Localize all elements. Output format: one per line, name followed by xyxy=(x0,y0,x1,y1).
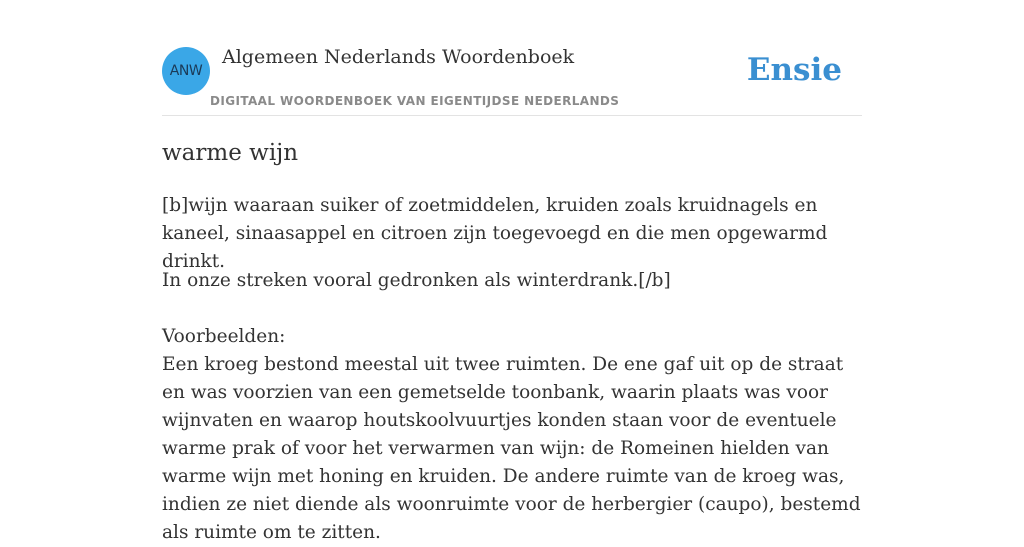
site-title[interactable]: Algemeen Nederlands Woordenboek xyxy=(222,46,575,68)
anw-logo[interactable] xyxy=(162,47,210,95)
page xyxy=(162,0,862,543)
entry-note: In onze streken vooral gedronken als winterdrank.[/b] xyxy=(162,270,671,291)
site-header xyxy=(162,0,862,116)
examples-label: Voorbeelden: xyxy=(162,326,286,347)
site-subtitle: DIGITAAL WOORDENBOEK VAN EIGENTIJDSE NEDERLANDS xyxy=(210,94,620,108)
ensie-brand-link[interactable]: Ensie xyxy=(746,52,842,88)
entry-definition: [b]wijn waaraan suiker of zoetmiddelen, kruiden zoals kruidnagels en kaneel, sinaasappel en citroen zijn toegevoegd en die men opgewarmd drinkt. xyxy=(162,195,828,272)
example-text: Een kroeg bestond meestal uit twee ruimten. De ene gaf uit op de straat en was voorzien van een gemetselde toonbank, waarin plaats was voor wijnvaten en waarop houtskoolvuurtjes konden staan voor de eventuele warme prak of voor het verwarmen van wijn: de Romeinen hielden van warme wijn met honing en kruiden. De andere ruimte van de kroeg was, indien ze niet diende als woonruimte voor de herbergier (caupo), bestemd als ruimte om te zitten. xyxy=(162,354,861,543)
logo-text: ANW xyxy=(169,63,203,79)
entry-title: warme wijn xyxy=(162,140,299,166)
